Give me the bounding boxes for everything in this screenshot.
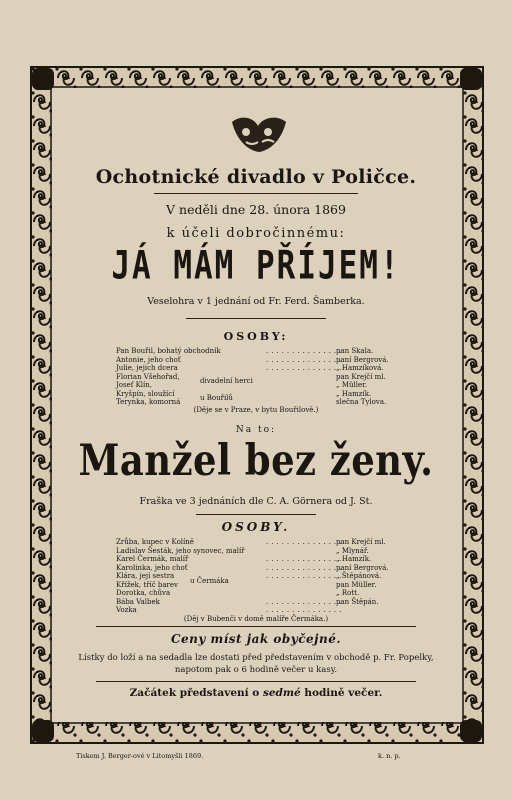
then-label: Na to:: [235, 425, 277, 435]
cast-role: Bába Valbek: [116, 597, 160, 606]
start-time: [0, 687, 512, 699]
cast-row: [116, 589, 416, 598]
cast-role: Klára, její sestra: [116, 572, 175, 580]
play2-subtitle: Fraška ve 3 jednáních dle C. A. Görnera od J. St.: [139, 496, 373, 507]
leader-dots: ...............: [266, 364, 345, 372]
cast-row: [116, 364, 416, 373]
cast-role: Ladislav Šesták, jeho synovec, malíř: [116, 546, 245, 555]
cast-actor: „ Štěpánová.: [336, 572, 382, 580]
leader-dots: ...............: [266, 563, 345, 572]
theatre-title: Ochotnické divadlo v Poličce.: [95, 166, 417, 188]
cast-role: Pan Bouřil, bohatý obchodník: [116, 347, 221, 355]
leader-dots: ...............: [266, 355, 345, 364]
cast-row: [116, 555, 416, 564]
leader-dots: ...............: [266, 347, 345, 355]
purpose-line: k účeli dobročinnému:: [166, 226, 346, 241]
cast-actor: pan Müller.: [336, 580, 377, 589]
cast-role: Kryšpín, sloužící: [116, 389, 175, 398]
rule-5: [96, 681, 416, 682]
play1-setting: (Děje se v Praze, v bytu Bouřilově.): [193, 406, 319, 414]
printer-credit: Tiskem J. Berger-ové v Litomyšli 1869.: [76, 752, 204, 760]
cast-row: [116, 547, 416, 556]
masks-emblem: [228, 112, 290, 156]
cast-row: [116, 572, 416, 581]
tickets-info: [0, 652, 512, 676]
prices-heading: Ceny míst jak obyčejné.: [170, 632, 342, 646]
leader-dots: ...............: [266, 555, 345, 563]
cast-row: [116, 598, 416, 607]
cast-role: Florian Všehořad,: [116, 372, 180, 381]
cast-role: Terynka, komorná: [116, 398, 181, 406]
cast-role: Zrůba, kupec v Kolíně: [116, 538, 194, 546]
group-note: divadelní herci: [200, 377, 253, 385]
cast-actor: slečna Tylova.: [336, 398, 387, 406]
cast-actor: „ Hamzík.: [336, 389, 372, 398]
cast-row: [116, 347, 416, 356]
cast-row: [116, 373, 416, 382]
cast-row: [116, 564, 416, 573]
cast-role: Julie, jejich dcera: [116, 364, 178, 372]
play1-title: JÁ MÁM PŘÍJEM!: [111, 243, 401, 289]
play2-cast-list: [116, 538, 416, 615]
group-note: u Bouřilů: [200, 394, 233, 402]
start-prefix: Začátek představení o: [129, 687, 260, 699]
cast-role: Vozka: [116, 606, 137, 614]
leader-dots: ...............: [266, 606, 345, 614]
cast-actor: „ Müller.: [336, 381, 367, 389]
cast-actor: pan Skala.: [336, 347, 374, 355]
leader-dots: ...............: [266, 572, 345, 580]
cast-row: [116, 377, 416, 390]
play2-cast-heading: OSOBY.: [221, 520, 291, 534]
cast-role: Karolinka, jeho choť: [116, 563, 188, 572]
cast-actor: „ Hamzíková.: [336, 364, 384, 372]
cast-row: [116, 390, 416, 399]
leader-dots: ...............: [266, 597, 345, 606]
cast-actor: „ Rott.: [336, 589, 360, 597]
rule-3: [196, 514, 316, 515]
cast-actor: „ Hamzík.: [336, 555, 372, 563]
cast-row: [116, 538, 416, 547]
start-suffix: hodině večer.: [304, 687, 383, 699]
cast-actor: pan Krejčí ml.: [336, 372, 386, 381]
play2-title: Manžel bez ženy.: [78, 436, 434, 486]
play1-cast-heading: OSOBY:: [223, 330, 289, 343]
cast-actor: paní Bergrová.: [336, 355, 389, 364]
knp-mark: k. n. p.: [378, 752, 401, 760]
cast-row: [116, 606, 416, 615]
rule-2: [186, 318, 326, 319]
leader-dots: ...............: [266, 538, 345, 546]
group-note: u Čermáka: [190, 576, 229, 585]
cast-actor: paní Bergrová.: [336, 563, 389, 572]
rule-4: [96, 626, 416, 627]
cast-row: [116, 356, 416, 365]
play2-setting: (Děj v Bubenči v domě malíře Čermáka.): [183, 615, 329, 623]
rule-1: [154, 193, 358, 194]
play1-cast-list: [116, 347, 416, 407]
cast-actor: pan Štěpán.: [336, 597, 379, 606]
cast-role: Josef Klín,: [116, 381, 153, 389]
performance-date: V neděli dne 28. února 1869: [166, 202, 346, 217]
cast-role: Karel Čermák, malíř: [116, 555, 189, 563]
cast-actor: „ Mlynář.: [336, 546, 369, 555]
play1-subtitle: Veselohra v 1 jednání od Fr. Ferd. Šamberka.: [147, 296, 365, 307]
tickets-line-1: Lístky do loží a na sedadla lze dostati před představením v obchodě p. Fr. Popelky,: [78, 653, 434, 663]
tickets-line-2: napotom pak o 6 hodině večer u kasy.: [174, 665, 338, 675]
start-hour: sedmé: [262, 687, 301, 699]
cast-actor: pan Krejčí ml.: [336, 538, 386, 546]
cast-role: Dorotka, chůva: [116, 589, 171, 597]
cast-role: Křížek, tříč barev: [116, 580, 178, 589]
cast-role: Antonie, jeho choť: [116, 355, 181, 364]
